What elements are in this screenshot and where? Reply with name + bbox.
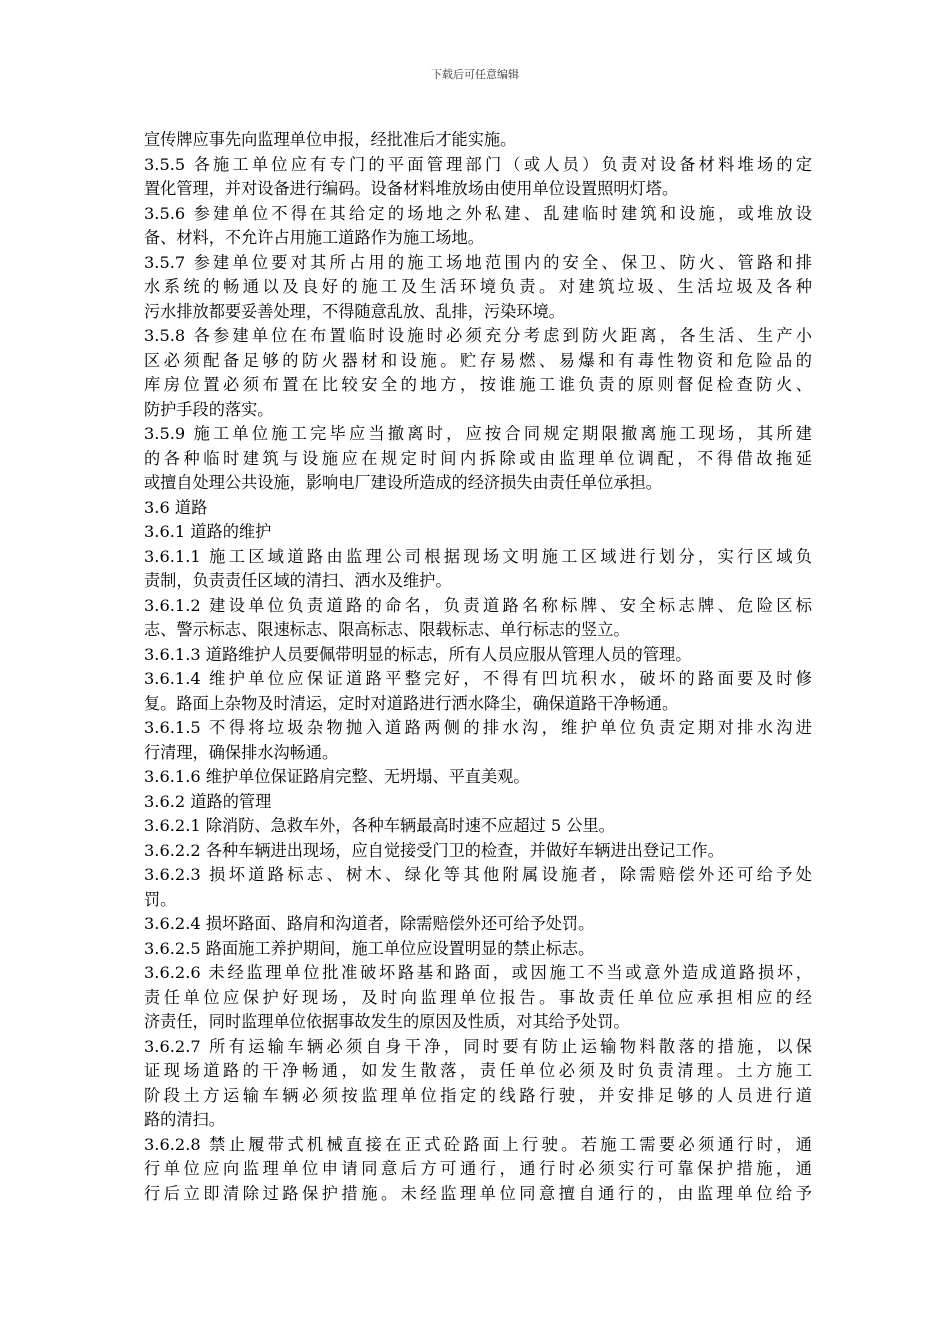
text-line: 3.6.2.8 禁止履带式机械直接在正式砼路面上行驶。若施工需要必须通行时，通: [144, 1134, 812, 1154]
text-line: 3.6.2 道路的管理: [144, 791, 272, 811]
text-line: 3.5.5 各施工单位应有专门的平面管理部门（或人员）负责对设备材料堆场的定: [144, 154, 812, 174]
text-line: 3.6.2.4 损坏路面、路肩和沟道者，除需赔偿外还可给予处罚。: [144, 914, 595, 933]
text-line: 行后立即清除过路保护措施。未经监理单位同意擅自通行的，由监理单位给予: [144, 1183, 812, 1203]
page-header: 下载后可任意编辑: [431, 68, 519, 81]
text-line: 阶段土方运输车辆必须按监理单位指定的线路行驶，并安排足够的人员进行道: [144, 1085, 812, 1105]
text-line: 防护手段的落实。: [144, 399, 274, 419]
document-body: [144, 128, 812, 1206]
text-line: 行清理，确保排水沟畅通。: [144, 742, 339, 762]
text-line: 污水排放都要妥善处理，不得随意乱放、乱排，污染环境。: [144, 301, 565, 321]
text-line: 3.6.2.7 所有运输车辆必须自身干净，同时要有防止运输物料散落的措施，以保: [144, 1036, 812, 1056]
text-line: 3.6.1.5 不得将垃圾杂物抛入道路两侧的排水沟，维护单位负责定期对排水沟进: [144, 718, 812, 737]
text-line: 区必须配备足够的防火器材和设施。贮存易燃、易爆和有毒性物资和危险品的: [144, 350, 812, 370]
text-line: 置化管理，并对设备进行编码。设备材料堆放场由使用单位设置照明灯塔。: [144, 179, 679, 198]
text-line: 3.6.1.6 维护单位保证路肩完整、无坍塌、平直美观。: [144, 767, 530, 786]
text-line: 3.6.2.5 路面施工养护期间，施工单位应设置明显的禁止标志。: [144, 938, 595, 958]
text-line: 3.6.2.1 除消防、急救车外，各种车辆最高时速不应超过 5 公里。: [144, 816, 615, 835]
text-line: 的各种临时建筑与设施应在规定时间内拆除或由监理单位调配，不得借故拖延: [144, 448, 812, 468]
text-line: 3.6.2.3 损坏道路标志、树木、绿化等其他附属设施者，除需赔偿外还可给予处: [144, 865, 812, 884]
text-line: 3.6.2.2 各种车辆进出现场，应自觉接受门卫的检查，并做好车辆进出登记工作。: [144, 840, 724, 860]
text-line: 水系统的畅通以及良好的施工及生活环境负责。对建筑垃圾、生活垃圾及各种: [144, 277, 812, 296]
text-line: 志、警示标志、限速标志、限高标志、限载标志、单行标志的竖立。: [144, 620, 630, 639]
text-line: 3.6.2.6 未经监理单位批准破坏路基和路面，或因施工不当或意外造成道路损坏，: [144, 963, 812, 982]
text-line: 行单位应向监理单位申请同意后方可通行，通行时必须实行可靠保护措施，通: [144, 1159, 812, 1178]
text-line: 3.6.1.1 施工区域道路由监理公司根据现场文明施工区域进行划分，实行区域负: [144, 546, 812, 566]
text-line: 3.6.1.4 维护单位应保证道路平整完好，不得有凹坑积水，破坏的路面要及时修: [144, 669, 812, 688]
text-line: 3.6.1.3 道路维护人员要佩带明显的标志，所有人员应服从管理人员的管理。: [144, 644, 692, 664]
text-line: 复。路面上杂物及时清运，定时对道路进行洒水降尘，确保道路干净畅通。: [144, 693, 679, 713]
text-line: 路的清扫。: [144, 1110, 225, 1129]
text-line: 3.5.7 参建单位要对其所占用的施工场地范围内的安全、保卫、防火、管路和排: [144, 252, 812, 272]
text-line: 备、材料，不允许占用施工道路作为施工场地。: [144, 228, 484, 247]
text-line: 证现场道路的干净畅通，如发生散落，责任单位必须及时负责清理。土方施工: [144, 1061, 812, 1080]
text-line: 宣传牌应事先向监理单位申报，经批准后才能实施。: [144, 130, 517, 149]
text-line: 或擅自处理公共设施，影响电厂建设所造成的经济损失由责任单位承担。: [144, 473, 662, 492]
text-line: 3.5.6 参建单位不得在其给定的场地之外私建、乱建临时建筑和设施，或堆放设: [144, 203, 812, 223]
text-line: 3.5.9 施工单位施工完毕应当撤离时，应按合同规定期限撤离施工现场，其所建: [144, 424, 812, 443]
text-line: 3.6.1.2 建设单位负责道路的命名，负责道路名称标牌、安全标志牌、危险区标: [144, 595, 812, 615]
text-line: 济责任，同时监理单位依据事故发生的原因及性质，对其给予处罚。: [144, 1012, 630, 1031]
text-line: 库房位置必须布置在比较安全的地方，按谁施工谁负责的原则督促检查防火、: [144, 375, 812, 394]
text-line: 3.6.1 道路的维护: [144, 522, 272, 541]
text-line: 罚。: [144, 889, 177, 909]
text-line: 3.6 道路: [144, 497, 208, 517]
text-line: 责制，负责责任区域的清扫、洒水及维护。: [144, 571, 452, 590]
text-line: 责任单位应保护好现场，及时向监理单位报告。事故责任单位应承担相应的经: [144, 987, 812, 1007]
text-line: 3.5.8 各参建单位在布置临时设施时必须充分考虑到防火距离，各生活、生产小: [144, 326, 812, 345]
